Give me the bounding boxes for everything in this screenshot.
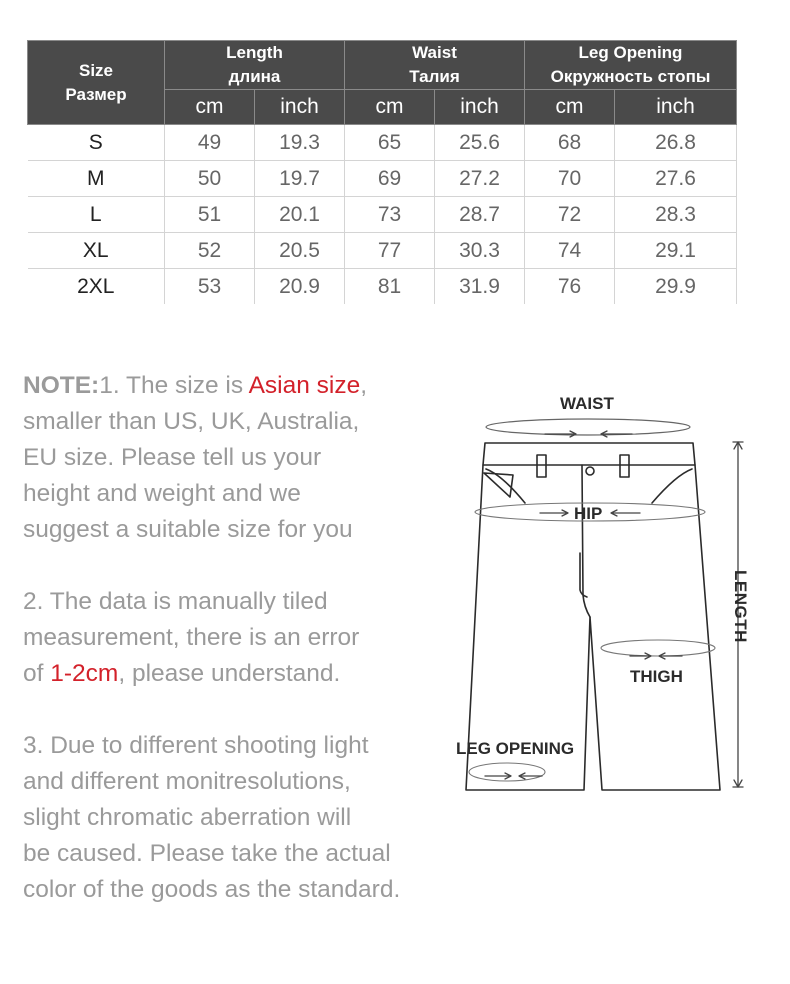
table-row	[28, 161, 737, 197]
value-cell: 53	[165, 269, 255, 305]
value-cell: 27.6	[615, 161, 737, 197]
value-cell: 19.7	[255, 161, 345, 197]
size-cell: S	[28, 125, 165, 161]
note-line: 2. The data is manually tiled	[23, 588, 328, 615]
value-cell: 26.8	[615, 125, 737, 161]
note-line: be caused. Please take the actual	[23, 840, 391, 867]
value-cell: 28.7	[435, 197, 525, 233]
leg-opening-group-header: Leg Opening Окружность стопы	[525, 41, 737, 90]
value-cell: 65	[345, 125, 435, 161]
size-column-header: Size Размер	[28, 41, 165, 125]
value-cell: 20.5	[255, 233, 345, 269]
size-chart-table	[27, 40, 737, 304]
value-cell: 29.1	[615, 233, 737, 269]
note-line: height and weight and we	[23, 480, 301, 507]
table-row	[28, 197, 737, 233]
size-cell: M	[28, 161, 165, 197]
leg-opening-label: LEG OPENING	[456, 739, 575, 758]
value-cell: 30.3	[435, 233, 525, 269]
value-cell: 74	[525, 233, 615, 269]
value-cell: 29.9	[615, 269, 737, 305]
note-line: EU size. Please tell us your	[23, 444, 322, 471]
thigh-label: THIGH	[630, 667, 683, 686]
size-notes	[23, 368, 453, 908]
table-row	[28, 125, 737, 161]
value-cell: 52	[165, 233, 255, 269]
value-cell: 68	[525, 125, 615, 161]
table-row	[28, 269, 737, 305]
size-cell: 2XL	[28, 269, 165, 305]
note-line: color of the goods as the standard.	[23, 876, 401, 903]
size-cell: L	[28, 197, 165, 233]
value-cell: 81	[345, 269, 435, 305]
error-range-highlight: 1-2cm	[50, 660, 119, 687]
unit-header: inch	[435, 90, 525, 125]
value-cell: 50	[165, 161, 255, 197]
note-label: NOTE:	[23, 372, 100, 399]
value-cell: 76	[525, 269, 615, 305]
value-cell: 72	[525, 197, 615, 233]
value-cell: 27.2	[435, 161, 525, 197]
value-cell: 73	[345, 197, 435, 233]
note-line: slight chromatic aberration will	[23, 804, 352, 831]
length-group-header: Length длина	[165, 41, 345, 90]
value-cell: 49	[165, 125, 255, 161]
value-cell: 20.9	[255, 269, 345, 305]
table-row	[28, 233, 737, 269]
value-cell: 19.3	[255, 125, 345, 161]
value-cell: 70	[525, 161, 615, 197]
value-cell: 77	[345, 233, 435, 269]
value-cell: 31.9	[435, 269, 525, 305]
unit-header: inch	[615, 90, 737, 125]
note-2-last-line: of 1-2cm, please understand.	[23, 660, 341, 687]
unit-header: inch	[255, 90, 345, 125]
length-label: LENGTH	[731, 570, 750, 643]
note-line: measurement, there is an error	[23, 624, 360, 651]
unit-header: cm	[525, 90, 615, 125]
shorts-measurement-diagram	[450, 385, 790, 815]
value-cell: 69	[345, 161, 435, 197]
asian-size-highlight: Asian size	[248, 372, 361, 399]
note-1-first-line: NOTE:1. The size is Asian size,	[23, 372, 368, 399]
note-line: smaller than US, UK, Australia,	[23, 408, 360, 435]
note-line: and different monitresolutions,	[23, 768, 351, 795]
value-cell: 25.6	[435, 125, 525, 161]
value-cell: 28.3	[615, 197, 737, 233]
unit-header: cm	[165, 90, 255, 125]
note-line: suggest a suitable size for you	[23, 516, 353, 543]
waist-group-header: Waist Талия	[345, 41, 525, 90]
waist-label: WAIST	[560, 394, 614, 413]
note-line: 3. Due to different shooting light	[23, 732, 369, 759]
size-cell: XL	[28, 233, 165, 269]
value-cell: 20.1	[255, 197, 345, 233]
hip-label: HIP	[574, 504, 603, 523]
value-cell: 51	[165, 197, 255, 233]
unit-header: cm	[345, 90, 435, 125]
